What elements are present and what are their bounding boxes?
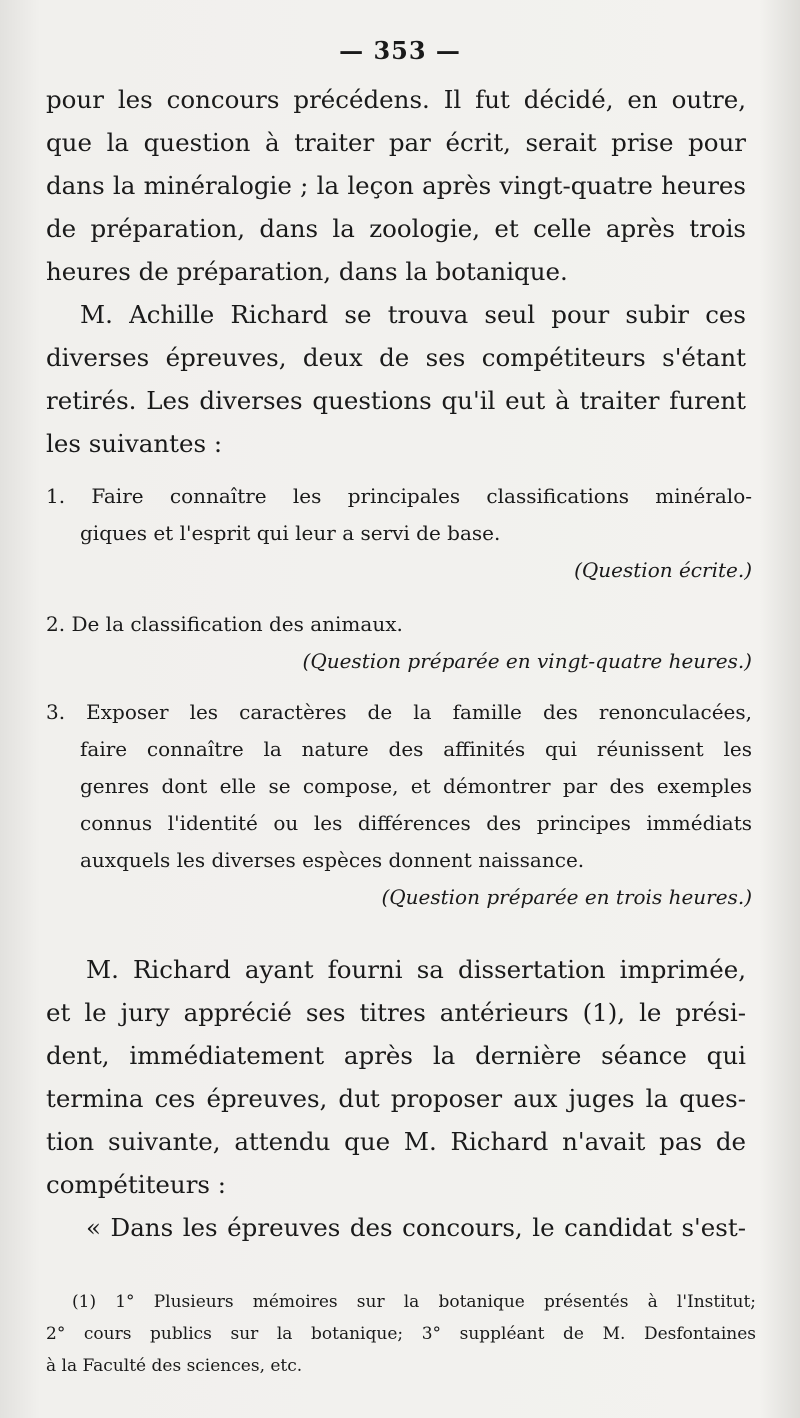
question-line: 1. Faire connaître les principales classifications minéralo-: [46, 484, 752, 508]
footnote-line: à la Faculté des sciences, etc.: [46, 1356, 303, 1376]
paragraph-2: [46, 293, 746, 465]
footnote-line: 2° cours publics sur la botanique; 3° suppléant de M. Desfontaines: [46, 1324, 756, 1344]
paragraph-3: [46, 948, 746, 1206]
text-line: termina ces épreuves, dut proposer aux juges la ques-: [46, 1084, 746, 1113]
question-line: 3. Exposer les caractères de la famille des renonculacées,: [46, 700, 752, 724]
question-1: [46, 478, 752, 589]
text-line: M. Richard ayant fourni sa dissertation imprimée,: [86, 955, 746, 984]
text-line: pour les concours précédens. Il fut décidé, en outre,: [46, 85, 746, 114]
question-line: connus l'identité ou les différences des principes immédiats: [80, 811, 752, 835]
paragraph-4: [46, 1206, 746, 1249]
text-line: que la question à traiter par écrit, serait prise pour: [46, 128, 746, 157]
text-line: heures de préparation, dans la botanique.: [46, 257, 568, 286]
question-caption: (Question écrite.): [574, 558, 752, 582]
question-line: faire connaître la nature des affinités qui réunissent les: [80, 737, 752, 761]
footnote-line: (1) 1° Plusieurs mémoires sur la botanique présentés à l'Institut;: [72, 1292, 756, 1312]
text-line: et le jury apprécié ses titres antérieurs (1), le prési-: [46, 998, 746, 1027]
text-line: diverses épreuves, deux de ses compétiteurs s'étant: [46, 343, 746, 372]
question-2: [46, 606, 752, 680]
question-line: auxquels les diverses espèces donnent naissance.: [80, 848, 585, 872]
text-line: tion suivante, attendu que M. Richard n'avait pas de: [46, 1127, 746, 1156]
question-caption: (Question préparée en vingt-quatre heures.): [302, 649, 752, 673]
question-line: giques et l'esprit qui leur a servi de base.: [80, 521, 501, 545]
question-line: genres dont elle se compose, et démontrer par des exemples: [80, 774, 752, 798]
page-number: — 353 —: [339, 36, 461, 65]
text-line: retirés. Les diverses questions qu'il eut à traiter furent: [46, 386, 746, 415]
text-line: M. Achille Richard se trouva seul pour subir ces: [80, 300, 746, 329]
text-line: compétiteurs :: [46, 1170, 227, 1199]
text-line: dans la minéralogie ; la leçon après vingt-quatre heures: [46, 171, 746, 200]
question-caption: (Question préparée en trois heures.): [381, 885, 752, 909]
question-line: 2. De la classification des animaux.: [46, 612, 403, 636]
text-line: « Dans les épreuves des concours, le candidat s'est-: [86, 1213, 746, 1242]
question-3: [46, 694, 752, 916]
paragraph-1: [46, 78, 746, 293]
text-line: de préparation, dans la zoologie, et celle après trois: [46, 214, 746, 243]
footnote: [46, 1286, 756, 1382]
text-line: les suivantes :: [46, 429, 223, 458]
text-line: dent, immédiatement après la dernière séance qui: [46, 1041, 746, 1070]
